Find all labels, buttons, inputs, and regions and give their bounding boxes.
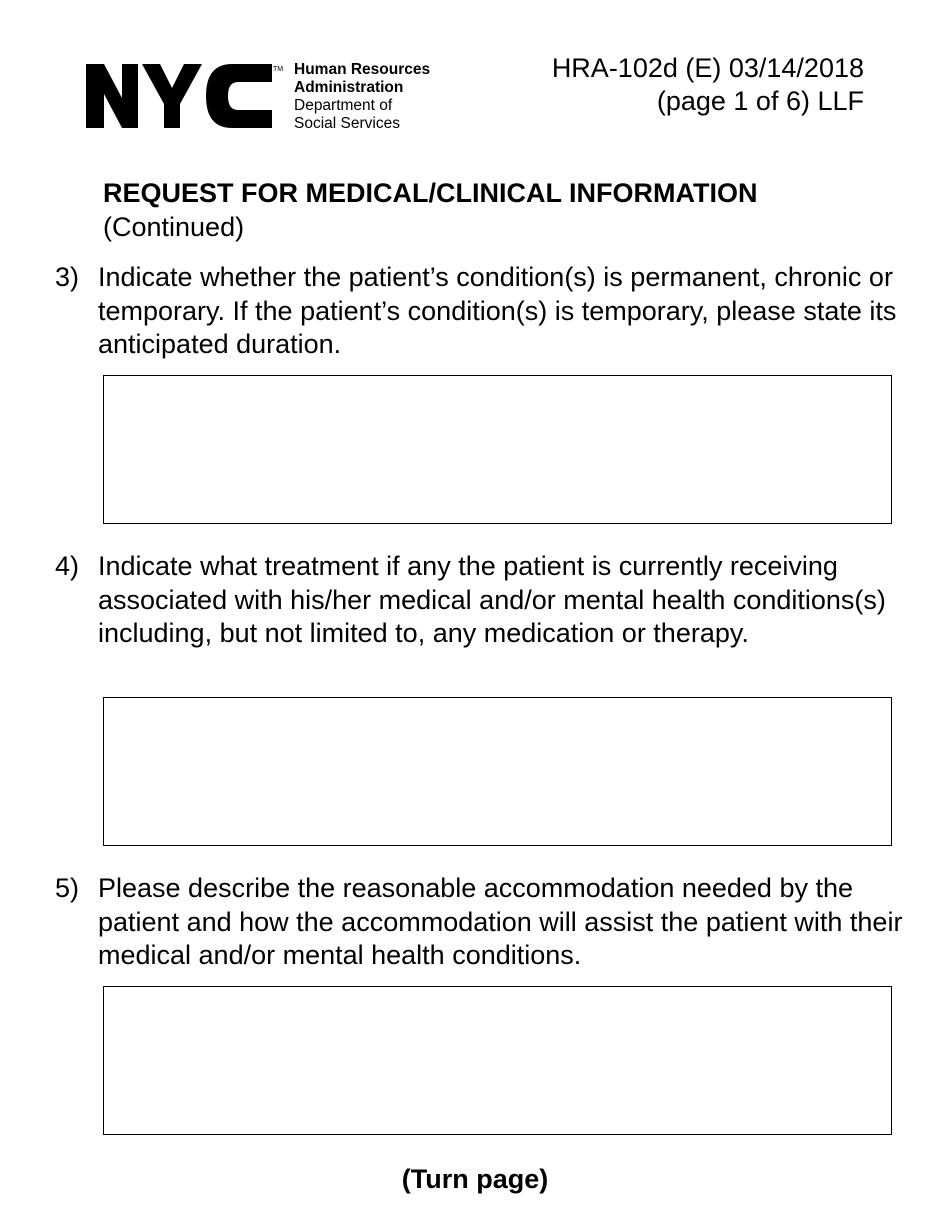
svg-text:TM: TM bbox=[273, 66, 284, 73]
answer-box-5[interactable] bbox=[103, 986, 892, 1135]
question-text: Indicate what treatment if any the patient is currently receiving associated with his/her medical and/or mental health conditions(s) including, but not limited to, any medication or therapy. bbox=[98, 551, 886, 648]
agency-line-1: Human Resources bbox=[294, 61, 431, 78]
answer-box-3[interactable] bbox=[103, 375, 892, 524]
agency-name bbox=[294, 61, 430, 133]
page-info: (page 1 of 6) LLF bbox=[656, 86, 864, 116]
page-title bbox=[103, 176, 757, 244]
question-number: 5) bbox=[55, 873, 80, 903]
question-5 bbox=[55, 872, 905, 973]
question-text: Indicate whether the patient’s condition(s) is permanent, chronic or temporary. If the patient’s condition(s) is temporary, please state its anticipated duration. bbox=[98, 262, 897, 359]
question-text: Please describe the reasonable accommodation needed by the patient and how the accommodation will assist the patient with their medical and/or mental health conditions. bbox=[98, 873, 903, 970]
title-sub: (Continued) bbox=[103, 212, 245, 242]
agency-line-2: Administration bbox=[294, 79, 404, 96]
agency-line-3: Department of bbox=[294, 97, 393, 114]
form-number: HRA-102d (E) 03/14/2018 bbox=[551, 53, 864, 83]
form-identifier bbox=[552, 52, 864, 118]
turn-page-note: (Turn page) bbox=[401, 1164, 549, 1194]
question-3 bbox=[55, 261, 905, 362]
question-4 bbox=[55, 550, 905, 651]
agency-line-4: Social Services bbox=[294, 115, 400, 132]
nyc-logo-icon bbox=[82, 62, 282, 132]
question-number: 4) bbox=[55, 551, 80, 581]
question-number: 3) bbox=[55, 262, 80, 292]
answer-box-4[interactable] bbox=[103, 697, 892, 846]
nyc-hra-logo bbox=[82, 58, 462, 136]
title-main: REQUEST FOR MEDICAL/CLINICAL INFORMATION bbox=[103, 178, 758, 208]
